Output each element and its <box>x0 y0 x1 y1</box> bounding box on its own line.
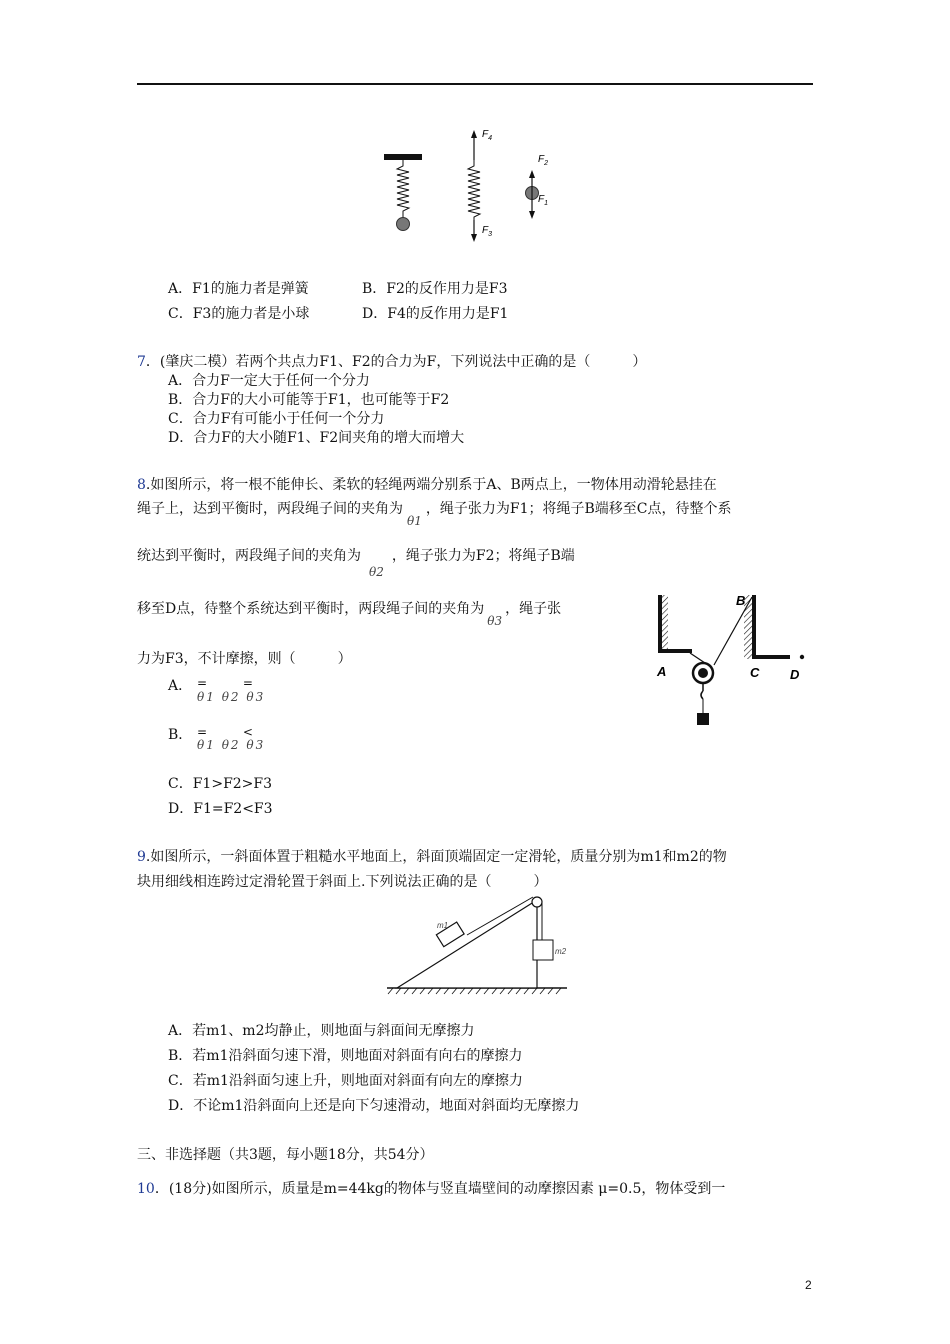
q9-line-1: 9.如图所示，一斜面体置于粗糙水平地面上，斜面顶端固定一定滑轮，质量分别为m1和m2的物 <box>137 849 727 865</box>
q10-line-1: 10．(18分)如图所示，质量是m=44kg的物体与竖直墙壁间的动摩擦因素 μ=0.5，物体受到一 <box>137 1181 726 1197</box>
q8-line-4: 移至D点，待整个系统达到平衡时，两段绳子间的夹角为θ3，绳子张 <box>137 601 562 628</box>
m2-label: m2 <box>555 947 567 956</box>
left-ledge <box>658 649 692 653</box>
q8-option-d: D．F1=F2<F3 <box>168 801 273 817</box>
page-number: 2 <box>805 1278 812 1292</box>
free-spring <box>468 160 480 220</box>
q9-option-d: D．不论m1沿斜面向上还是向下匀速滑动，地面对斜面均无摩擦力 <box>168 1098 580 1114</box>
q9-option-c: C．若m1沿斜面匀速上升，则地面对斜面有向左的摩擦力 <box>168 1073 523 1089</box>
q7-option-b: B．合力F的大小可能等于F1，也可能等于F2 <box>168 392 450 408</box>
m1-label: m1 <box>437 921 449 930</box>
q6-option-b: B．F2的反作用力是F3 <box>362 281 508 297</box>
q6-option-a: A．F1的施力者是弹簧 <box>168 281 309 297</box>
q7-option-c: C．合力F有可能小于任何一个分力 <box>168 411 385 427</box>
q6-option-d: D．F4的反作用力是F1 <box>362 306 509 322</box>
q9-option-b: B．若m1沿斜面匀速下滑，则地面对斜面有向右的摩擦力 <box>168 1048 523 1064</box>
q8-line-5: 力为F3，不计摩擦，则（ ） <box>137 651 352 667</box>
q7-option-d: D．合力F的大小随F1、F2间夹角的增大而增大 <box>168 430 465 446</box>
pulley-figure <box>640 585 815 735</box>
f1-label: $F_1$ <box>538 194 549 207</box>
hanging-block <box>697 713 709 725</box>
q8-line-2: 绳子上，达到平衡时，两段绳子间的夹角为θ1，绳子张力为F1；将绳子B端移至C点，待整个系 <box>137 501 732 528</box>
point-b-label: B <box>736 593 746 608</box>
q10-number: 10 <box>137 1181 155 1197</box>
hanging-ball <box>397 218 410 231</box>
q8-option-a-thetas: θ1 θ2 θ3 <box>197 690 266 704</box>
theta-2: θ2 <box>369 565 384 579</box>
header-rule <box>137 83 813 85</box>
theta-1: θ1 <box>407 514 422 528</box>
q8-line-1: 8.如图所示，将一根不能伸长、柔软的轻绳两端分别系于A、B两点上，一物体用动滑轮悬挂在 <box>137 477 717 493</box>
q7-number: 7 <box>137 354 146 370</box>
q9-number: 9 <box>137 849 146 865</box>
q8-option-b-thetas: θ1 θ2 θ3 <box>197 738 266 752</box>
q8-option-a-relations: = = <box>197 676 269 690</box>
point-c-label: C <box>750 665 760 680</box>
q8-option-b-label: B． <box>168 727 193 743</box>
section-3-heading: 三、非选择题（共3题，每小题18分，共54分） <box>137 1147 434 1163</box>
q8-line-3: 统达到平衡时，两段绳子间的夹角为θ2，绳子张力为F2；将绳子B端 <box>137 548 575 579</box>
q9-option-a: A．若m1、m2均静止，则地面与斜面间无摩擦力 <box>168 1023 475 1039</box>
q7-option-a: A．合力F一定大于任何一个分力 <box>168 373 370 389</box>
incline-body <box>397 900 537 988</box>
spring-force-figure <box>370 120 570 250</box>
q8-option-a-label: A． <box>168 678 193 694</box>
q7-stem: 7．(肇庆二模）若两个共点力F1、F2的合力为F，下列说法中正确的是（ ） <box>137 354 647 370</box>
theta-3: θ3 <box>487 614 503 628</box>
fixed-pulley <box>532 897 542 907</box>
q6-option-c: C．F3的施力者是小球 <box>168 306 310 322</box>
point-d-label: D <box>790 667 800 682</box>
right-ledge <box>752 655 790 659</box>
q8-number: 8 <box>137 477 146 493</box>
hanging-spring <box>397 160 409 218</box>
ceiling-bar <box>384 154 422 160</box>
f2-label: $F_2$ <box>538 154 549 167</box>
q9-line-2: 块用细线相连跨过定滑轮置于斜面上.下列说法正确的是（ ） <box>137 874 548 890</box>
incline-figure <box>385 890 570 1000</box>
block-m2 <box>533 940 553 960</box>
q8-option-c: C．F1>F2>F3 <box>168 776 273 792</box>
point-a-label: A <box>657 664 667 679</box>
f4-label: $F_4$ <box>482 129 493 142</box>
q8-option-b-relations: = < <box>197 725 269 739</box>
f3-label: $F_3$ <box>482 225 493 238</box>
